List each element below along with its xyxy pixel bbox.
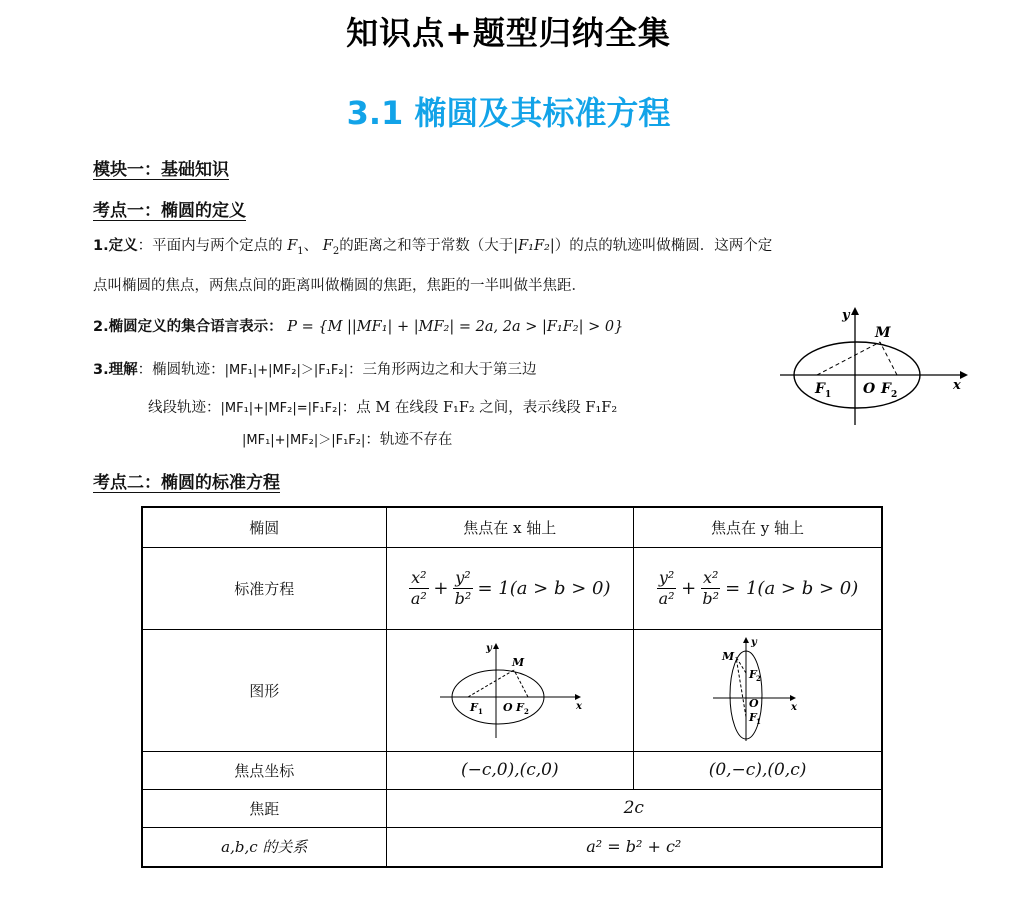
svg-text:2: 2	[755, 674, 761, 683]
svg-text:F: F	[748, 711, 757, 724]
svg-text:F: F	[515, 701, 524, 714]
row-label: 标准方程	[142, 547, 386, 629]
figure-y-cell	[634, 629, 882, 751]
definition-line1: 1.定义：平面内与两个定点的 $F_1$、 $F_2$的距离之和等于常数（大于|F₁F₂|）的点的轨迹叫做椭圆．这两个定	[93, 238, 773, 257]
svg-text:F: F	[748, 668, 757, 681]
row-label: a,b,c 的关系	[142, 827, 386, 867]
svg-text:M: M	[511, 656, 524, 669]
set-language-line: 2.椭圆定义的集合语言表示： P = {M ||MF₁| + |MF₂| = 2a, 2a > |F₁F₂| > 0}	[93, 319, 624, 335]
module-heading: 模块一：基础知识	[93, 160, 229, 180]
focal-distance-cell: 2c	[386, 789, 882, 827]
diagram-y-label: y	[842, 308, 850, 323]
svg-text:y: y	[485, 643, 492, 654]
set-formula: P = {M ||MF₁| + |MF₂| = 2a, 2a > |F₁F₂| > 0}	[287, 319, 624, 335]
header-cell: 焦点在 x 轴上	[386, 507, 634, 547]
relation-cell: a² = b² + c²	[386, 827, 882, 867]
svg-text:y: y	[750, 637, 757, 648]
header-cell: 焦点在 y 轴上	[634, 507, 882, 547]
equation-x-cell: $\frac{\text{x²}}{\text{a²}}$ + $\frac{\text{y²}}{\text{b²}}$ = 1(a > b > 0)	[386, 547, 634, 629]
table-row	[142, 827, 882, 867]
diagram-m-label: M	[875, 325, 891, 341]
horizontal-ellipse-figure	[430, 633, 590, 743]
svg-text:1: 1	[755, 717, 761, 726]
understanding-line2: 线段轨迹：|MF₁|+|MF₂|=|F₁F₂|：点 M 在线段 F₁F₂ 之间，表示线段 F₁F₂	[148, 400, 618, 416]
svg-text:M: M	[721, 650, 734, 663]
ellipse-diagram	[775, 305, 970, 430]
table-row	[142, 751, 882, 789]
svg-text:2: 2	[523, 707, 529, 716]
svg-text:1: 1	[477, 707, 483, 716]
focus-y-cell: (0,−c),(0,c)	[634, 751, 882, 789]
diagram-x-label: x	[953, 378, 961, 393]
table-row	[142, 629, 882, 751]
table-row	[142, 507, 882, 547]
point1-heading: 考点一：椭圆的定义	[93, 201, 246, 221]
svg-text:x: x	[575, 701, 582, 712]
vertical-ellipse-figure	[698, 633, 818, 743]
svg-text:1: 1	[825, 390, 832, 400]
svg-text:2: 2	[891, 390, 898, 400]
row-label: 焦点坐标	[142, 751, 386, 789]
equation-y-cell: $\frac{\text{y²}}{\text{a²}}$ + $\frac{\text{x²}}{\text{b²}}$ = 1(a > b > 0)	[634, 547, 882, 629]
focus-x-cell: (−c,0),(c,0)	[386, 751, 634, 789]
svg-text:O: O	[748, 697, 759, 710]
understanding-line3: |MF₁|+|MF₂|＞|F₁F₂|：轨迹不存在	[242, 432, 453, 448]
standard-equation-table	[141, 506, 883, 868]
lesson-title: 3.1 椭圆及其标准方程	[346, 94, 671, 132]
row-label: 焦距	[142, 789, 386, 827]
table-row	[142, 789, 882, 827]
definition-line2: 点叫椭圆的焦点，两焦点间的距离叫做椭圆的焦距，焦距的一半叫做半焦距．	[93, 278, 586, 294]
point2-heading: 考点二：椭圆的标准方程	[93, 473, 280, 493]
diagram-f1-label: F	[815, 381, 825, 397]
table-row	[142, 547, 882, 629]
figure-x-cell	[386, 629, 634, 751]
row-label: 图形	[142, 629, 386, 751]
definition-label: 1.定义	[93, 238, 138, 254]
svg-text:O: O	[502, 701, 513, 714]
svg-text:F: F	[469, 701, 478, 714]
understanding-line1: 3.理解：椭圆轨迹：|MF₁|+|MF₂|＞|F₁F₂|：三角形两边之和大于第三边	[93, 362, 537, 378]
svg-text:x: x	[790, 702, 797, 713]
header-cell: 椭圆	[142, 507, 386, 547]
diagram-origin-label: O	[863, 381, 876, 397]
diagram-f2-label: F	[881, 381, 891, 397]
main-title: 知识点+题型归纳全集	[346, 14, 671, 52]
